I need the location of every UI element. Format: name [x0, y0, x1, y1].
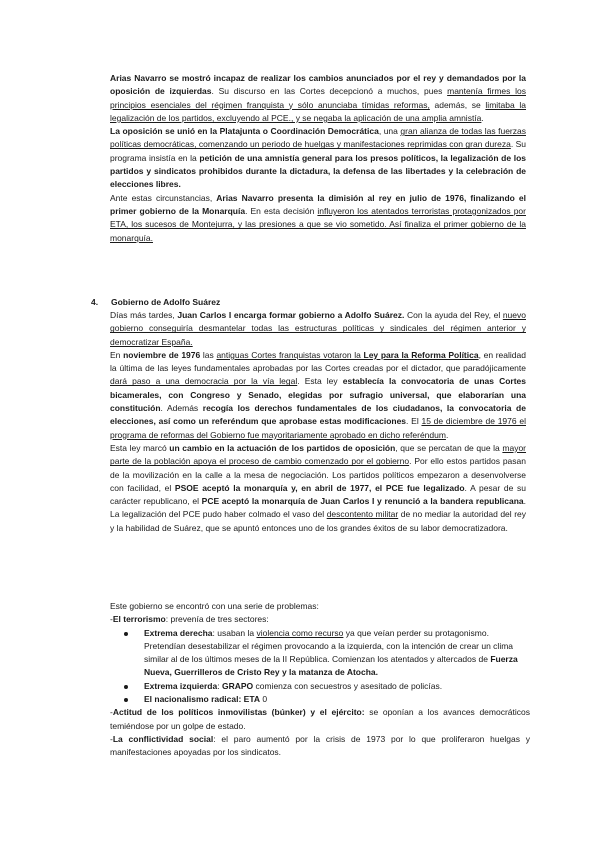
paragraph-dimision: Ante estas circunstancias, Arias Navarro presenta la dimisión al rey en julio de 1976, finalizando el primer gobierno de la Monarquía. En esta decisión influyeron los atentados terroristas protagonizados por ETA, los sucesos de Montejurra, y las presiones a que se vio sometido. Así finaliza el primer gobierno de la monarquía. — [110, 192, 526, 243]
actitud-line: -Actitud de los políticos inmovilistas (búnker) y el ejército: se oponían a los avances democráticos temiéndose por un golpe de estado. — [110, 707, 530, 731]
conflict-line: -La conflictividad social: el paro aumentó por la crisis de 1973 por lo que proliferaron huelgas y manifestaciones apoyadas por los sindicatos. — [110, 733, 530, 758]
problems-section — [110, 600, 530, 760]
paragraph-platajunta: La oposición se unió en la Platajunta o Coordinación Democrática, una gran alianza de todas las fuerzas políticas democráticas, comenzando un periodo de huelgas y manifestaciones reprimidas con gran dureza. Su programa insistía en la petición de una amnistía general para los presos políticos, la legalización de los partidos y sindicatos prohibidos durante la dictadura, la defensa de las libertades y la celebración de elecciones libres. — [110, 126, 526, 190]
paragraph-reforma-politica: En noviembre de 1976 las antiguas Cortes franquistas votaron la Ley para la Reforma Política, en realidad la última de las leyes fundamentales aprobadas por las Cortes creadas por el dictador, que paradójicamente dará paso a una democracia por la vía legal. Esta ley establecía la convocatoria de unas Cortes bicamerales, con Congreso y Senado, elegidas por sufragio universal, que elaborarían una constitución. Además recogía los derechos fundamentales de los ciudadanos, la convocatoria de elecciones, así como un referéndum que aprobase estas modificaciones. El 15 de diciembre de 1976 el programa de reformas del Gobierno fue mayoritariamente aprobado en dicho referéndum. — [110, 349, 526, 440]
terrorism-line: -El terrorismo: prevenía de tres sectores: — [110, 614, 269, 625]
section-3-text — [110, 72, 526, 245]
paragraph-oposicion: Esta ley marcó un cambio en la actuación de los partidos de oposición, que se percatan de que la mayor parte de la población apoya el proceso de cambio comenzado por el gobierno. Por ello estos partidos pasan de la movilización en la calle a la mesa de negociación. Los partidos políticos empezaron a desenvolverse con facilidad, el PSOE aceptó la monarquía y, en abril de 1977, el PCE fue legalizado. A pesar de su carácter republicano, el PCE aceptó la monarquía de Juan Carlos I y renunció a la bandera republicana. La legalización del PCE pudo haber colmado el vaso del descontento militar de no mediar la autoridad del rey y la habilidad de Suárez, que se apuntó entonces uno de los grandes éxitos de su labor democratizadora. — [110, 442, 527, 533]
paragraph-arias-navarro: Arias Navarro se mostró incapaz de realizar los cambios anunciados por el rey y demandados por la oposición de izquierdas. Su discurso en las Cortes decepcionó a muchos, pues mantenía firmes los principios esenciales del régimen franquista y sólo anunciaba tímidas reformas, además, se limitaba la legalización de los partidos, excluyendo al PCE., y se negaba la aplicación de una amplia amnistía. — [110, 73, 526, 123]
terrorism-list — [110, 627, 530, 707]
list-item: Extrema izquierda: GRAPO comienza con secuestros y asesitado de policías. — [110, 680, 530, 693]
list-item: Extrema derecha: usaban la violencia como recurso ya que veían perder su protagonismo. Pretendían desestabilizar el régimen provocando a la izquierda, con la intención de crear un clima similar al de los últimos meses de la II República. Comienzan los atentados y altercados de Fuerza Nueva, Guerrilleros de Cristo Rey y la matanza de Atocha. — [110, 627, 530, 680]
list-item: El nacionalismo radical: ETA 0 — [110, 693, 530, 706]
section-4-text — [110, 309, 526, 535]
section-title: Gobierno de Adolfo Suárez — [111, 297, 221, 307]
paragraph-encargo: Días más tardes, Juan Carlos I encarga formar gobierno a Adolfo Suárez. Con la ayuda del Rey, el nuevo gobierno conseguiría desmantelar todas las estructuras políticas y sindicales del régimen anterior y democratizar España. — [110, 310, 526, 347]
problems-intro: Este gobierno se encontró con una serie de problemas: — [110, 601, 319, 611]
section-4-heading — [91, 296, 521, 309]
section-number: 4. — [91, 297, 99, 307]
